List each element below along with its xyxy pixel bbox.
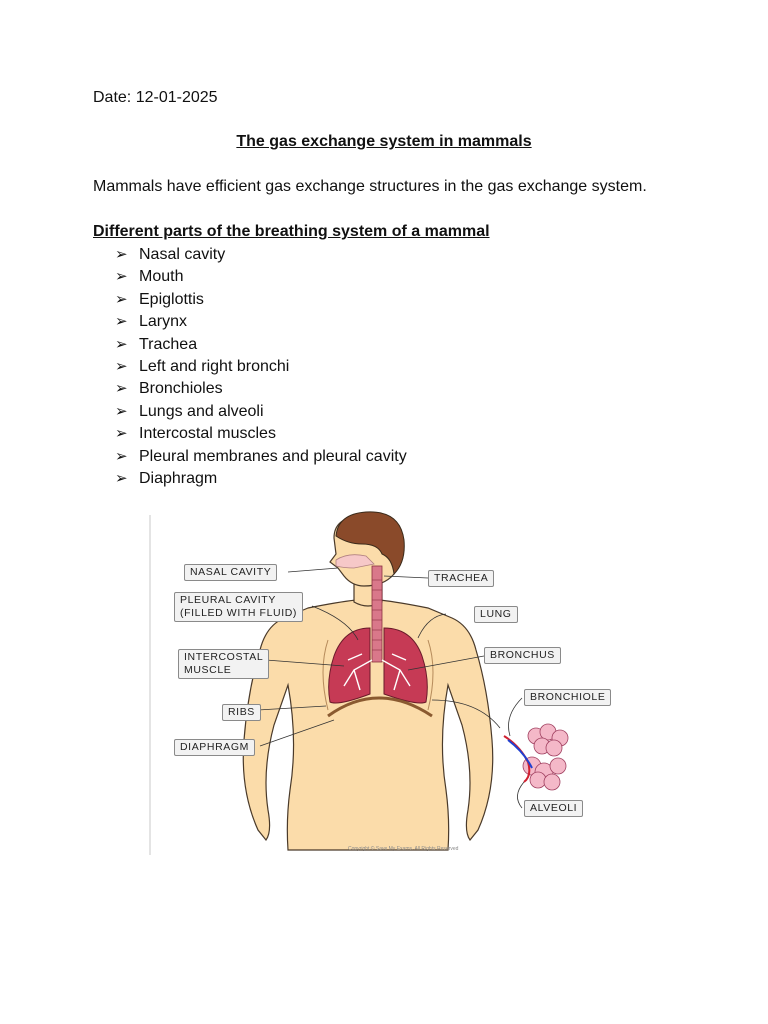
label-pleural-cavity: PLEURAL CAVITY (FILLED WITH FLUID): [174, 592, 303, 622]
label-ribs: RIBS: [222, 704, 261, 721]
trachea-shape: [372, 566, 382, 662]
parts-list: [115, 244, 407, 490]
arrow-bullet-icon: ➢: [115, 425, 128, 443]
list-item: ➢ Diaphragm: [115, 468, 407, 490]
intro-paragraph: Mammals have efficient gas exchange structures in the gas exchange system.: [93, 178, 647, 195]
arrow-bullet-icon: ➢: [115, 246, 128, 263]
page-title: The gas exchange system in mammals: [236, 133, 532, 150]
list-item: ➢ Lungs and alveoli: [115, 401, 407, 423]
label-lung: LUNG: [474, 606, 518, 623]
label-bronchus: BRONCHUS: [484, 647, 561, 664]
date-line: Date: 12-01-2025: [93, 89, 218, 106]
list-item: ➢ Larynx: [115, 311, 407, 333]
arrow-bullet-icon: ➢: [115, 313, 128, 331]
list-item: ➢ Intercostal muscles: [115, 423, 407, 445]
arrow-bullet-icon: ➢: [115, 290, 128, 308]
arrow-bullet-icon: ➢: [115, 469, 128, 487]
arrow-bullet-icon: ➢: [115, 380, 128, 398]
label-diaphragm: DIAPHRAGM: [174, 739, 255, 756]
copyright-text: Copyright © Save My Exams. All Rights Reserved: [348, 846, 459, 852]
parts-heading: Different parts of the breathing system of a mammal: [93, 223, 490, 240]
list-item: ➢ Mouth: [115, 266, 407, 288]
label-bronchiole: BRONCHIOLE: [524, 689, 611, 706]
list-item: ➢ Epiglottis: [115, 289, 407, 311]
arrow-bullet-icon: ➢: [115, 357, 128, 375]
label-alveoli: ALVEOLI: [524, 800, 583, 817]
label-intercostal-muscle: INTERCOSTAL MUSCLE: [178, 649, 269, 679]
label-trachea: TRACHEA: [428, 570, 494, 587]
list-item: ➢ Nasal cavity: [115, 244, 407, 266]
list-item: ➢ Bronchioles: [115, 378, 407, 400]
alveoli-cluster: [523, 724, 568, 790]
label-nasal-cavity: NASAL CAVITY: [184, 564, 277, 581]
list-item: ➢ Left and right bronchi: [115, 356, 407, 378]
arrow-bullet-icon: ➢: [115, 447, 128, 465]
arrow-bullet-icon: ➢: [115, 402, 128, 420]
arrow-bullet-icon: ➢: [115, 268, 128, 286]
breathing-system-diagram: [148, 510, 618, 860]
arrow-bullet-icon: ➢: [115, 335, 128, 353]
list-item: ➢ Trachea: [115, 334, 407, 356]
list-item: ➢ Pleural membranes and pleural cavity: [115, 446, 407, 468]
